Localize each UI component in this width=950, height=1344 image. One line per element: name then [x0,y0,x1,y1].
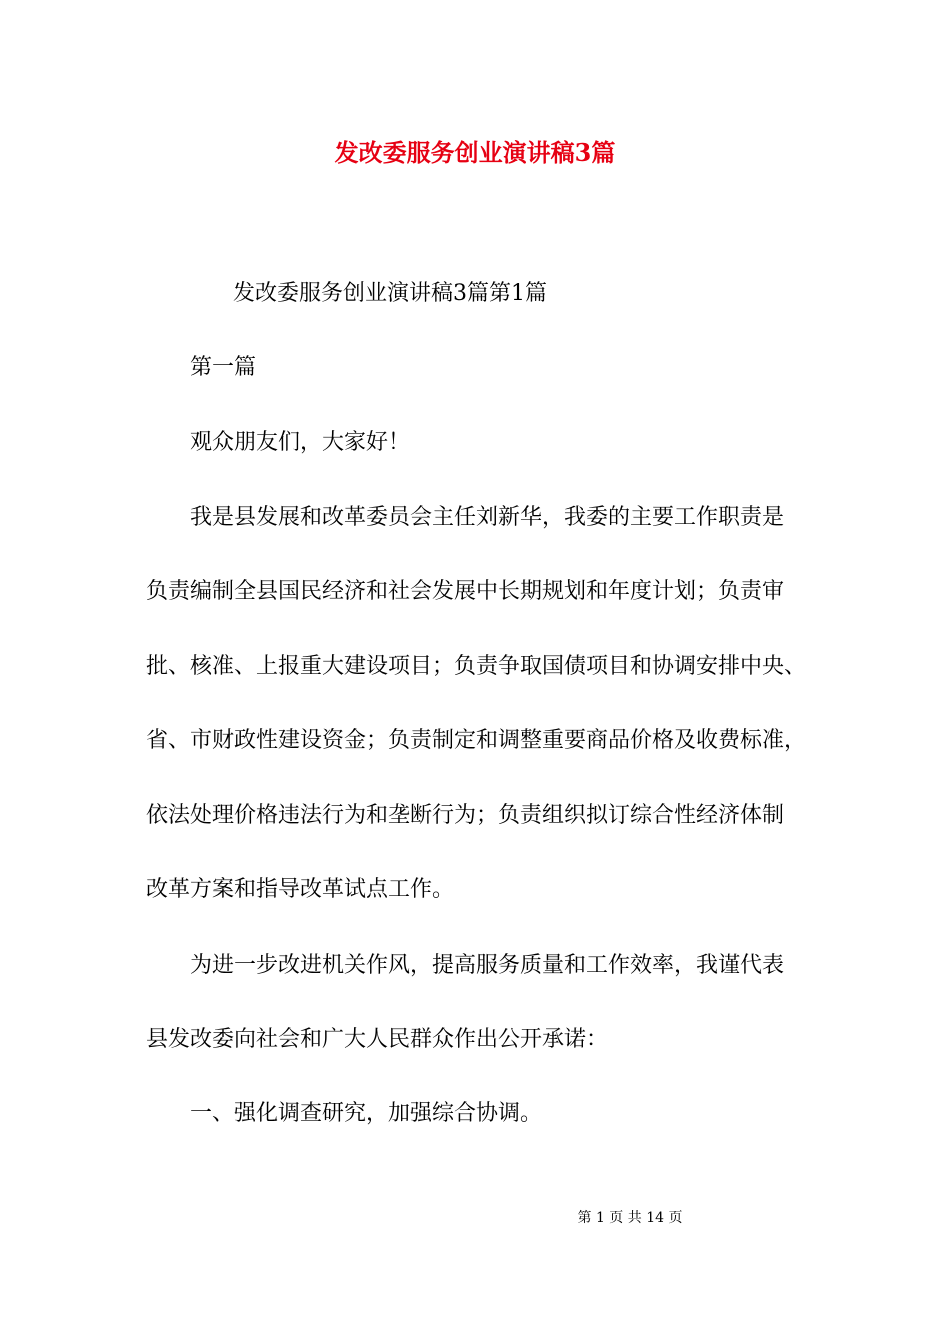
paragraph-line: 批、核准、上报重大建设项目；负责争取国债项目和协调安排中央、 [146,654,807,679]
subsection-heading: 第一篇 [190,355,257,380]
paragraph-line: 负责编制全县国民经济和社会发展中长期规划和年度计划；负责审 [146,579,785,604]
paragraph-line: 改革方案和指导改革试点工作。 [146,877,455,902]
list-item-heading: 一、强化调查研究，加强综合协调。 [190,1101,543,1126]
paragraph-line: 为进一步改进机关作风，提高服务质量和工作效率，我谨代表 [190,953,785,978]
paragraph-line: 我是县发展和改革委员会主任刘新华，我委的主要工作职责是 [190,505,785,530]
page-number-footer: 第 1 页 共 14 页 [577,1210,683,1226]
paragraph-line: 省、市财政性建设资金；负责制定和调整重要商品价格及收费标准， [146,728,807,753]
document-title: 发改委服务创业演讲稿3篇 [334,138,616,167]
greeting-line: 观众朋友们，大家好！ [190,430,411,455]
paragraph-line: 依法处理价格违法行为和垄断行为；负责组织拟订综合性经济体制 [146,803,785,828]
section-heading: 发改委服务创业演讲稿3篇第1篇 [233,281,547,306]
paragraph-line: 县发改委向社会和广大人民群众作出公开承诺： [146,1027,609,1052]
